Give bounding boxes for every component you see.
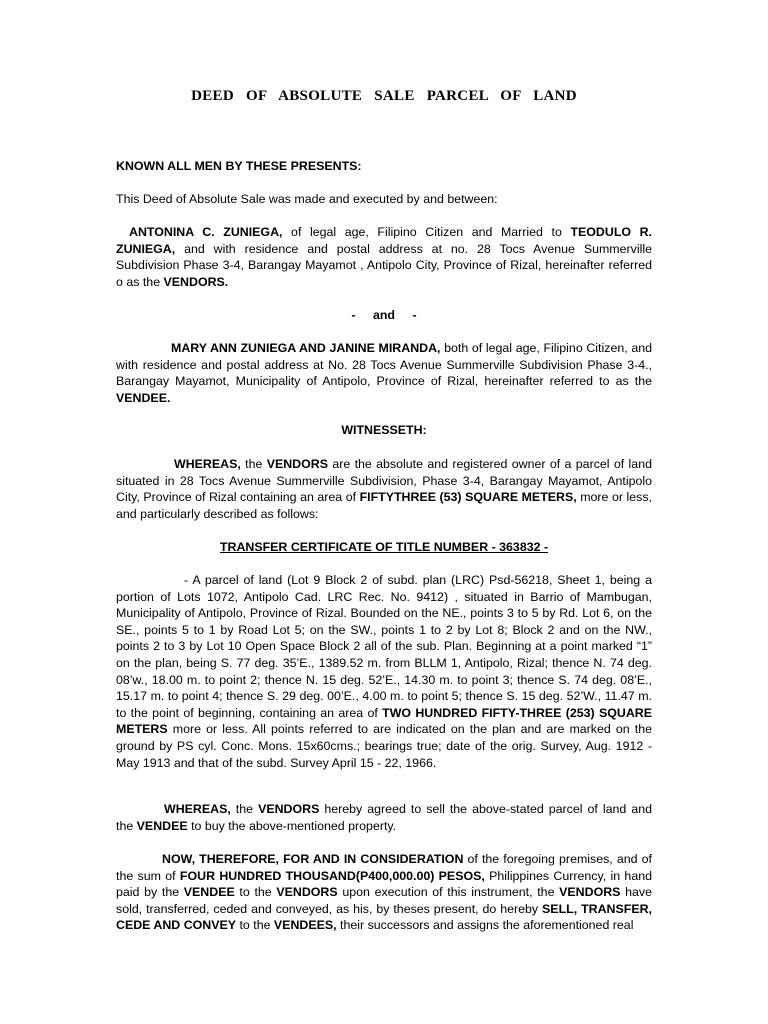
- whereas1-text-1: the: [240, 457, 267, 471]
- vendee-text-1: both of legal age, Filipino Citizen, and with residence and postal address at No. 28 Tocs Avenue Summerville Subdivision Phase 3-4., Barangay Mayamot, Municipality of Antipolo, Province of Rizal, hereinafter referred to as the: [116, 341, 652, 389]
- now-text-2: Philippines Currency, in hand paid by the: [116, 868, 652, 900]
- whereas1-text-3: more or less, and particularly described as follows:: [116, 490, 652, 521]
- description-area: TWO HUNDRED FIFTY-THREE (253) SQUARE METERS: [116, 705, 652, 737]
- vendors-text-1: of legal age, Filipino Citizen and Married to: [282, 225, 571, 239]
- whereas-lead: WHEREAS,: [164, 802, 231, 816]
- witnesseth-heading: WITNESSETH:: [341, 423, 427, 437]
- document-title: DEED OF ABSOLUTE SALE PARCEL OF LAND: [191, 88, 577, 104]
- vendee-names: MARY ANN ZUNIEGA AND JANINE MIRANDA,: [171, 341, 441, 355]
- whereas2-text-1: the: [230, 802, 259, 816]
- whereas2-vendors: VENDORS: [258, 802, 320, 816]
- and-separator: - and -: [351, 308, 417, 322]
- vendor-name-1: ANTONINA C. ZUNIEGA,: [129, 225, 283, 239]
- opening-clause: KNOWN ALL MEN BY THESE PRESENTS:: [116, 159, 362, 173]
- now-text-1: of the foregoing premises, and of the sum of: [116, 852, 652, 883]
- vendors-paragraph: [116, 224, 652, 290]
- whereas2-text-3: to buy the above-mentioned property.: [187, 818, 397, 833]
- now-vendee: VENDEE: [183, 885, 235, 900]
- now-text-5: have sold, transferred, ceded and conveyed, as his, by theses present, do hereby: [116, 885, 652, 916]
- vendors-text-2: and with residence and postal address at no. 28 Tocs Avenue Summerville Subdivision Phase 3-4, Barangay Mayamot , Antipolo City, Province of Rizal, hereinafter referred o as the: [116, 241, 652, 289]
- property-description: [116, 572, 652, 771]
- now-vendors: VENDORS: [276, 885, 338, 900]
- vendors-role: VENDORS.: [163, 274, 229, 289]
- now-text-3: to the: [234, 885, 277, 900]
- now-therefore-paragraph: [116, 851, 652, 934]
- whereas1-text-2: are the absolute and registered owner of a parcel of land situated in 28 Tocs Avenue Summerville Subdivision, Phase 3-4, Barangay Mayamot, Antipolo City, Province of Rizal containing an area of: [116, 457, 652, 505]
- vendee-paragraph: [116, 340, 652, 406]
- whereas1-area: FIFTYTHREE (53) SQUARE METERS,: [359, 490, 577, 505]
- now-vendors-2: VENDORS: [559, 885, 621, 900]
- vendor-name-2: TEODULO R. ZUNIEGA,: [116, 225, 652, 256]
- tct-heading: TRANSFER CERTIFICATE OF TITLE NUMBER - 363832 -: [219, 540, 549, 554]
- now-text-7: their successors and assigns the aforementioned real: [336, 918, 634, 933]
- whereas-paragraph-1: [116, 456, 652, 522]
- whereas2-text-2: hereby agreed to sell the above-stated parcel of land and the: [116, 802, 652, 833]
- whereas-lead: WHEREAS,: [174, 457, 241, 471]
- now-text-4: upon execution of this instrument, the: [337, 885, 560, 900]
- vendee-role: VENDEE.: [116, 390, 171, 405]
- sale-sum: FOUR HUNDRED THOUSAND(P400,000.00) PESOS,: [179, 868, 485, 883]
- intro-paragraph: This Deed of Absolute Sale was made and executed by and between:: [116, 192, 498, 206]
- description-text-2: more or less. All points referred to are indicated on the plan and are marked on the ground by PS cyl. Conc. Mons. 15x60cms.; bearings true; date of the orig. Survey, Aug. 1912 - May 1913 and that of the subd. Survey April 15 - 22, 1966.: [116, 722, 652, 770]
- now-vendees: VENDEES,: [273, 918, 337, 933]
- now-text-6: to the: [236, 918, 274, 933]
- now-therefore-lead: NOW, THEREFORE, FOR AND IN CONSIDERATION: [162, 852, 464, 866]
- sale-action: SELL, TRANSFER, CEDE AND CONVEY: [116, 901, 652, 933]
- whereas-paragraph-2: [116, 801, 652, 834]
- description-text-1: - A parcel of land (Lot 9 Block 2 of subd. plan (LRC) Psd-56218, Sheet 1, being a portion of Lots 1072, Antipolo Cad. LRC Rec. No. 9412) , situated in Barrio of Mambugan, Municipality of Antipolo, Province of Rizal. Bounded on the NE., points 3 to 5 by Rd. Lot 6, on the SE., points 5 to 1 by Road Lot 5; on the SW., points 1 to 2 by Lot 8; Block 2 and on the NW., points 2 to 3 by Lot 10 Open Space Block 2 all of the sub. Plan. Beginning at a point marked “1” on the plan, being S. 77 deg. 35’E., 1389.52 m. from BLLM 1, Antipolo, Rizal; thence N. 74 deg. 08’w., 18.00 m. to point 2; thence N. 15 deg. 52’E., 14.30 m. to point 3; thence S. 74 deg. 08’E., 15.17 m. to point 4; thence S. 29 deg. 00’E., 4.00 m. to point 5; thence S. 15 deg. 52’W., 11.47 m. to the point of beginning, containing an area of: [116, 573, 652, 720]
- whereas1-vendors: VENDORS: [266, 457, 328, 471]
- whereas2-vendee: VENDEE: [136, 818, 188, 833]
